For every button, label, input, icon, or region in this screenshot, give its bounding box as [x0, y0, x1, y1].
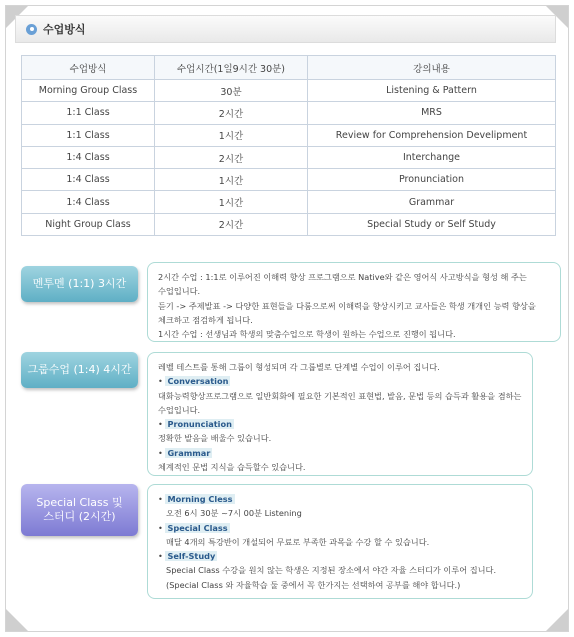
table-cell: Grammar	[308, 191, 556, 213]
class-schedule-table	[21, 55, 556, 236]
table-cell: 2시간	[155, 146, 308, 168]
description-line: (Special Class 와 자율학습 둘 중에서 꼭 한가지는 선택하여 공부를 해야 합니다.)	[166, 579, 461, 590]
description-line: 2시간 수업 : 1:1로 이루어진 이해력 향상 프로그램으로 Native와 같은 영어식 사고방식을 형성 해 주는	[158, 272, 527, 282]
description-line: 수업입니다.	[158, 286, 201, 297]
table-cell: 1:4 Class	[22, 146, 155, 168]
special-class-description	[147, 484, 533, 599]
description-line: Special Class 수강을 원치 않는 학생은 지정된 장소에서 야간 자율 스터디가 이루어 집니다.	[166, 565, 497, 576]
description-line: 듣기 -> 주제발표 -> 다양한 표현들을 다룸으로써 이해력을 향상시키고 교사들은 학생 개개인 능력 향상을	[158, 300, 536, 311]
description-line: 체계적인 문법 지식을 습득할수 있습니다.	[158, 462, 306, 473]
table-cell: Pronunciation	[308, 169, 556, 191]
table-row	[22, 169, 556, 191]
label-line: Special Class 및	[36, 496, 123, 510]
table-row	[22, 213, 556, 235]
subheading: • Special Class	[158, 522, 228, 533]
table-cell: 1:4 Class	[22, 169, 155, 191]
description-line: 정확한 발음을 배울수 있습니다.	[158, 433, 272, 444]
table-cell: Listening & Pattern	[308, 80, 556, 102]
table-cell: 1:4 Class	[22, 191, 155, 213]
group-class-description	[147, 352, 533, 476]
morning-class-heading: Morning Cless	[167, 494, 233, 504]
table-cell: 1:1 Class	[22, 102, 155, 124]
table-cell: 1시간	[155, 169, 308, 191]
table-row	[22, 191, 556, 213]
section-title-bar	[15, 15, 556, 43]
table-cell: 30분	[155, 80, 308, 102]
label-line: 스터디 (2시간)	[43, 510, 116, 523]
description-line: 1시간 수업 : 선생님과 학생의 맞춤수업으로 학생이 원하는 수업으로 진행이 됩니다.	[158, 329, 456, 340]
special-class-heading: Special Class	[167, 522, 228, 533]
table-cell: Night Group Class	[22, 213, 155, 235]
table-cell: Interchange	[308, 146, 556, 168]
column-header: 수업시간(1일9시간 30분)	[155, 56, 308, 80]
corner-decoration	[6, 609, 28, 631]
table-cell: Special Study or Self Study	[308, 213, 556, 235]
mentoring-label: 멘투멘 (1:1) 3시간	[21, 266, 138, 302]
group-class-label: 그룹수업 (1:4) 4시간	[21, 352, 138, 388]
bullet-icon	[26, 24, 37, 35]
grammar-heading: Grammar	[167, 447, 211, 458]
description-line: 매달 4개의 특강반이 개설되어 무료로 부족한 과목을 수강 할 수 있습니다.	[166, 536, 430, 547]
description-line: 레벨 테스트를 통해 그룹이 형성되며 각 그룹별로 단계별 수업이 이루어 집니다.	[158, 362, 440, 372]
column-header: 수업방식	[22, 56, 155, 80]
table-cell: 2시간	[155, 213, 308, 235]
description-line: 수업입니다.	[158, 404, 201, 415]
subheading: • Grammar	[158, 447, 211, 458]
table-cell: Review for Comprehension Develipment	[308, 124, 556, 146]
subheading: • Morning Cless	[158, 494, 233, 504]
table-row	[22, 124, 556, 146]
mentoring-description	[147, 262, 561, 342]
pronunciation-heading: Pronunciation	[167, 419, 232, 430]
conversation-heading: Conversation	[167, 376, 229, 387]
table-row	[22, 80, 556, 102]
self-study-heading: Self-Study	[167, 551, 216, 562]
table-cell: 1시간	[155, 124, 308, 146]
table-cell: 1시간	[155, 191, 308, 213]
subheading: • Pronunciation	[158, 419, 232, 430]
table-header-row	[22, 56, 556, 80]
table-cell: MRS	[308, 102, 556, 124]
table-cell: 2시간	[155, 102, 308, 124]
page-title: 수업방식	[43, 23, 86, 36]
description-line: 오전 6시 30분 ~7시 00분 Listening	[166, 508, 302, 519]
corner-decoration	[546, 609, 568, 631]
table-cell: 1:1 Class	[22, 124, 155, 146]
table-cell: Morning Group Class	[22, 80, 155, 102]
description-line: 체크하고 점검하게 됩니다.	[158, 314, 253, 325]
description-line: 대화능력향상프로그램으로 일반회화에 필요한 기본적인 표현법, 발음, 문법 등의 습득과 활용을 겸하는	[158, 390, 522, 401]
table-row	[22, 102, 556, 124]
table-row	[22, 146, 556, 168]
column-header: 강의내용	[308, 56, 556, 80]
special-class-label	[21, 484, 138, 536]
subheading: • Conversation	[158, 376, 229, 387]
subheading: • Self-Study	[158, 551, 216, 562]
